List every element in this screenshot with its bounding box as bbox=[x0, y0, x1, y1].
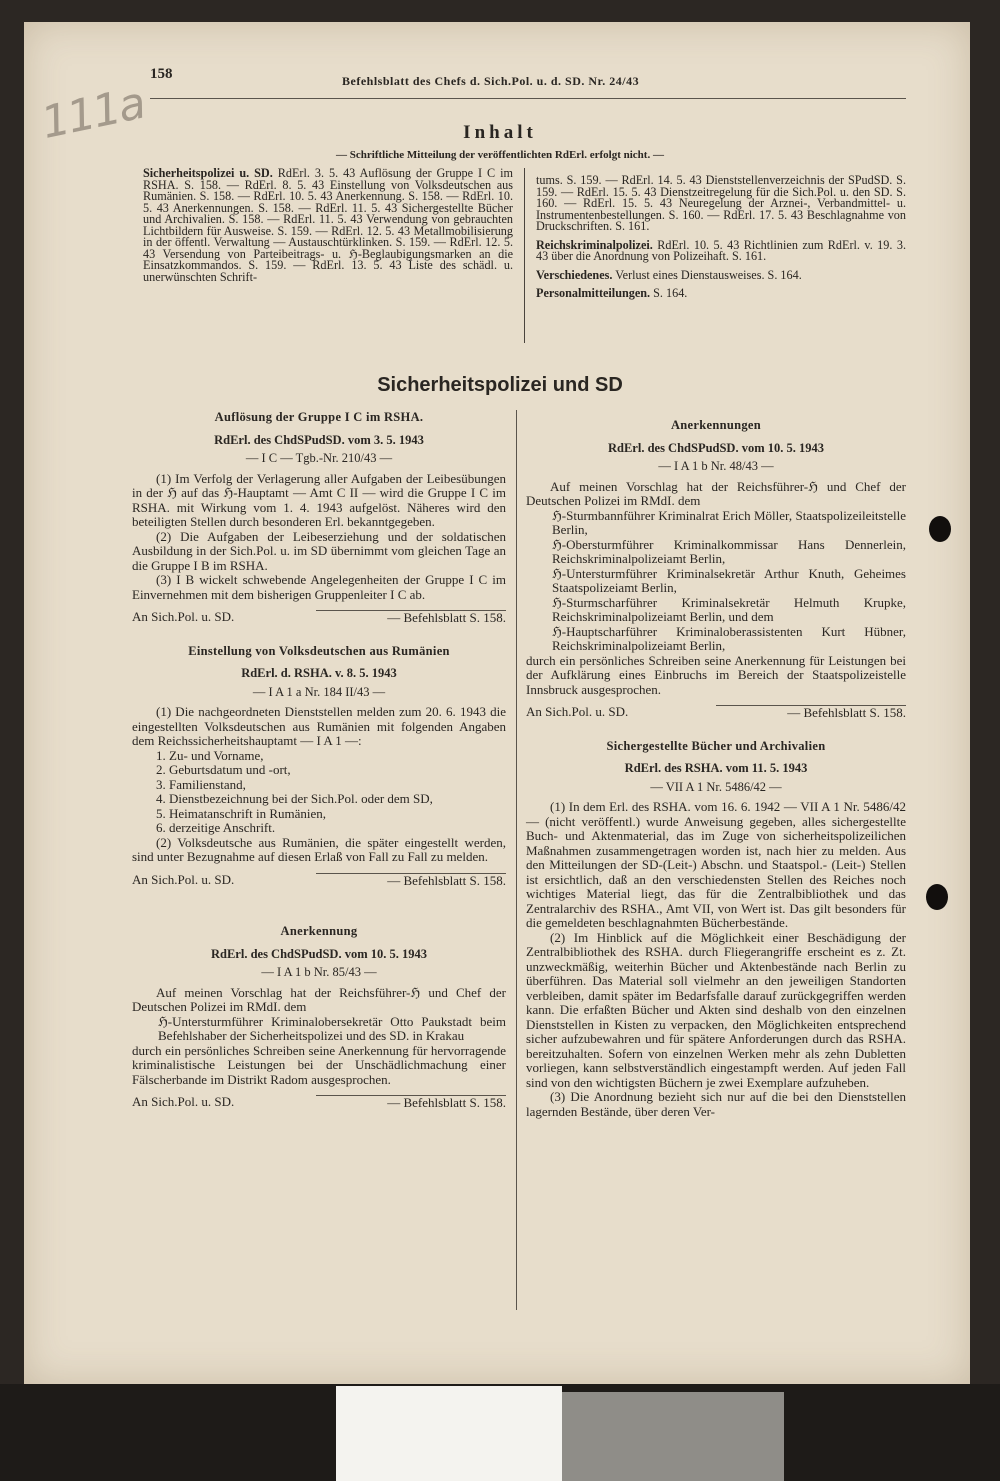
source-reference: — Befehlsblatt S. 158. bbox=[716, 705, 906, 721]
punch-hole bbox=[926, 884, 948, 910]
decree-title: Einstellung von Volksdeutschen aus Rumänien bbox=[188, 643, 450, 658]
toc-right-column bbox=[536, 175, 906, 307]
calibration-card-gray bbox=[562, 1392, 784, 1481]
calibration-card-white bbox=[336, 1386, 562, 1481]
toc-title: Inhalt bbox=[463, 122, 537, 143]
decree-aufloesung bbox=[132, 410, 506, 626]
toc-heading: Reichskriminalpolizei. bbox=[536, 237, 653, 252]
decree-title: Anerkennung bbox=[280, 924, 358, 938]
paragraph: Auf meinen Vorschlag hat der Reichsführer-ℌ und Chef der Deutschen Polizei im RMdI. dem bbox=[526, 478, 906, 508]
paragraph: (3) Die Anordnung bezieht sich nur auf die bei den Dienststellen lagernden Bestände, über deren Ver- bbox=[526, 1089, 906, 1119]
decree-title: Sichergestellte Bücher und Archivalien bbox=[606, 738, 826, 753]
list-item: 3. Familienstand, bbox=[156, 776, 246, 792]
person-entry: ℌ-Sturmscharführer Kriminalsekretär Helmuth Krupke, Reichskriminalpolizeiamt Berlin, und dem bbox=[552, 594, 906, 624]
left-column bbox=[132, 410, 506, 1129]
paragraph: durch ein persönliches Schreiben seine Anerkennung für Leistungen bei der Aufklärung eines Einbruchs im Bereich der Staatspolizeistelle Innsbruck ausgesprochen. bbox=[526, 652, 906, 697]
page-number: 158 bbox=[150, 66, 173, 82]
section-main-title: Sicherheitspolizei und SD bbox=[377, 374, 623, 396]
right-column bbox=[526, 418, 906, 1119]
addressee: An Sich.Pol. u. SD. bbox=[132, 609, 235, 624]
list-item: 4. Dienstbezeichnung bei der Sich.Pol. oder dem SD, bbox=[156, 791, 433, 806]
decree-reference: RdErl. des ChdSPudSD. vom 10. 5. 1943 bbox=[210, 946, 427, 961]
decree-volksdeutsche bbox=[132, 644, 506, 889]
paragraph: (3) I B wickelt schwebende Angelegenheiten der Gruppe I C im Einvernehmen mit dem bisherigen Gruppenleiter I C ab. bbox=[132, 572, 506, 602]
decree-buecher-archivalien bbox=[526, 739, 906, 1120]
paragraph: (2) Die Aufgaben der Leibeserziehung und der soldatischen Ausbildung in der Sich.Pol. u. im SD übernimmt vom gleichen Tage an die Gruppe I B im RSHA. bbox=[132, 528, 506, 573]
toc-heading: Verschiedenes. bbox=[536, 267, 613, 282]
person-entry: ℌ-Hauptscharführer Kriminaloberassistenten Kurt Hübner, Reichskriminalpolizeiamt Berlin, bbox=[552, 623, 906, 653]
list-item: 5. Heimatanschrift in Rumänien, bbox=[156, 805, 327, 821]
decree-footer bbox=[132, 873, 506, 889]
decree-footer bbox=[132, 1095, 506, 1111]
decree-number: — I A 1 a Nr. 184 II/43 — bbox=[252, 684, 386, 699]
toc-text: RdErl. 10. 5. 43 Richtlinien zum RdErl. v. 19. 3. 43 über die Anordnung von Polizeihaft. S. 161. bbox=[536, 237, 907, 263]
addressee: An Sich.Pol. u. SD. bbox=[132, 1094, 235, 1109]
column-divider bbox=[524, 168, 525, 343]
toc-heading: Personalmitteilungen. bbox=[536, 286, 651, 300]
column-divider bbox=[516, 410, 517, 1310]
list-item: 6. derzeitige Anschrift. bbox=[156, 820, 276, 835]
toc-entry bbox=[536, 288, 906, 300]
paragraph: (1) Im Verfolg der Verlagerung aller Aufgaben der Leibesübungen in der ℌ auf das ℌ-Hauptamt — Amt C II — wird die Gruppe I C im RSHA. mit Wirkung vom 1. 4. 1943 aufgelöst. Näheres wird den beteiligten Stellen durch besonderen Erl. bekanntgegeben. bbox=[132, 470, 506, 529]
paragraph: Auf meinen Vorschlag hat der Reichsführer-ℌ und Chef der Deutschen Polizei im RMdI. dem bbox=[132, 984, 506, 1014]
decree-number: — I A 1 b Nr. 48/43 — bbox=[658, 459, 774, 473]
addressee: An Sich.Pol. u. SD. bbox=[132, 871, 235, 887]
decree-reference: RdErl. des ChdSPudSD. vom 10. 5. 1943 bbox=[607, 440, 824, 455]
toc-heading: Sicherheitspolizei u. SD. bbox=[143, 166, 273, 180]
decree-reference: RdErl. des ChdSPudSD. vom 3. 5. 1943 bbox=[214, 432, 424, 447]
decree-reference: RdErl. d. RSHA. v. 8. 5. 1943 bbox=[241, 666, 397, 680]
decree-footer bbox=[132, 610, 506, 626]
toc-text: RdErl. 3. 5. 43 Auflösung der Gruppe I C im RSHA. S. 158. — RdErl. 8. 5. 43 Einstellung von Volksdeutschen aus Rumänien. S. 158. — RdErl. 10. 5. 43 Anerkennung. S. 158. — RdErl. 10. 5. 43 Anerkennungen. S. 158. — RdErl. 11. 5. 43 Sichergestellte Bücher und Archivalien. S. 158. — RdErl. 11. 5. 43 Verwendung von gebrauchten Lichtbildern für Ausweise. S. 159. — RdErl. 12. 5. 43 Metallmobilisierung in der öffentl. Verwaltung — Austauschtürklinken. S. 159. — RdErl. 12. 5. 43 Versendung von Parteibeitrags- u. ℌ-Beglaubigungsmarken an die Einsatzkommandos. S. 159. — RdErl. 13. 5. 43 Liste des schädl. u. unerwünschten Schrift- bbox=[143, 166, 513, 284]
running-header: Befehlsblatt des Chefs d. Sich.Pol. u. d. SD. Nr. 24/43 bbox=[342, 74, 640, 88]
pencil-annotation: 111a bbox=[37, 77, 149, 150]
decree-reference: RdErl. des RSHA. vom 11. 5. 1943 bbox=[624, 761, 808, 775]
decree-number: — I C — Tgb.-Nr. 210/43 — bbox=[245, 451, 393, 465]
header-rule bbox=[150, 98, 906, 99]
punch-hole bbox=[929, 516, 951, 542]
paragraph: (1) In dem Erl. des RSHA. vom 16. 6. 1942 — VII A 1 Nr. 5486/42 — (nicht veröffentl.) wurde Anweisung gegeben, alles sichergestellte Buch- und Aktenmaterial, das im Zuge von sicherheitspolizeilichen Maßnahmen zusammengetragen worden ist, nach hier zu melden. Aus den Mitteilungen der SD-(Leit-) Abschn. und Staatspol.- (Leit-) Stellen ist ersichtlich, daß an den verschiedensten Stellen des Reiches noch wichtiges Material liegt, das für die Zentralbibliothek und das Zentralarchiv des RSHA., Amt VII, von Wert ist. Das gilt besonders für die gemeldeten beschlagnahmten Bücherbestände. bbox=[526, 799, 906, 930]
source-reference: — Befehlsblatt S. 158. bbox=[316, 1095, 506, 1111]
paragraph: ℌ-Untersturmführer Kriminalobersekretär Otto Paukstadt beim Befehlshaber der Sicherheitspolizei und des SD. in Krakau bbox=[158, 1013, 506, 1043]
decree-anerkennungen bbox=[526, 418, 906, 721]
person-entry: ℌ-Obersturmführer Kriminalkommissar Hans Dennerlein, Reichskriminalpolizeiamt Berlin, bbox=[552, 536, 906, 566]
toc-subtitle: — Schriftliche Mitteilung der veröffentlichten RdErl. erfolgt nicht. — bbox=[336, 149, 664, 161]
list-item: 2. Geburtsdatum und -ort, bbox=[156, 762, 291, 777]
toc-text: Verlust eines Dienstausweises. S. 164. bbox=[615, 267, 802, 282]
decree-anerkennung bbox=[132, 924, 506, 1111]
addressee: An Sich.Pol. u. SD. bbox=[526, 704, 629, 719]
person-entry: ℌ-Sturmbannführer Kriminalrat Erich Möller, Staatspolizeileitstelle Berlin, bbox=[552, 507, 906, 537]
paragraph: durch ein persönliches Schreiben seine Anerkennung für hervorragende kriminalistische Leistungen bei der Unschädlichmachung einer Fälscherbande im Distrikt Radom ausgesprochen. bbox=[132, 1042, 506, 1087]
paragraph: (1) Die nachgeordneten Dienststellen melden zum 20. 6. 1943 die eingestellten Volksdeutschen aus Rumänien mit folgenden Angaben dem Reichssicherheitshauptamt — I A 1 —: bbox=[132, 704, 506, 748]
paragraph: (2) Volksdeutsche aus Rumänien, die später eingestellt werden, sind unter Bezugnahme auf diesen Erlaß von Fall zu Fall zu melden. bbox=[132, 834, 506, 864]
decree-footer bbox=[526, 705, 906, 721]
decree-title: Anerkennungen bbox=[670, 418, 762, 432]
toc-text: S. 164. bbox=[653, 286, 688, 300]
decree-title: Auflösung der Gruppe I C im RSHA. bbox=[214, 410, 424, 424]
toc-text: tums. S. 159. — RdErl. 14. 5. 43 Dienststellenverzeichnis der SPudSD. S. 159. — RdErl. 15. 5. 43 Dienstzeitregelung für die Sich.Pol. u. den SD. S. 160. — RdErl. 15. 5. 43 Neuregelung der Arznei-, Verbandmittel- u. Instrumentenbestellungen. S. 160. — RdErl. 17. 5. 43 Beschlagnahme von Druckschriften. S. 161. bbox=[536, 173, 906, 233]
list-item: 1. Zu- und Vorname, bbox=[156, 747, 264, 763]
decree-number: — VII A 1 Nr. 5486/42 — bbox=[650, 779, 782, 794]
decree-number: — I A 1 b Nr. 85/43 — bbox=[261, 965, 377, 979]
toc-entry bbox=[536, 237, 907, 263]
source-reference: — Befehlsblatt S. 158. bbox=[316, 610, 506, 626]
toc-entry bbox=[536, 267, 906, 282]
person-entry: ℌ-Untersturmführer Kriminalsekretär Arthur Knuth, Geheimes Staatspolizeiamt Berlin, bbox=[552, 565, 906, 595]
source-reference: — Befehlsblatt S. 158. bbox=[316, 873, 506, 889]
toc-left-column bbox=[143, 168, 513, 283]
paragraph: (2) Im Hinblick auf die Möglichkeit einer Beschädigung der Zentralbibliothek des RSHA. durch Fliegerangriffe erscheint es z. Zt. unzweckmäßig, weiterhin Bücher und Aktenbestände nach Berlin zu überführen. Das Material soll vielmehr an den jeweiligen Standorten verbleiben, damit später im Bedarfsfalle darauf zurückgegriffen werden kann. Die erfaßten Bücher und Akten sind deshalb von den einzelnen Dienststellen in Kisten zu verpacken, den Möglichkeiten entsprechend sicher aufzubewahren und für spätere Anforderungen durch das RSHA. bereitzuhalten. Sofern von einzelnen Werken mehr als zehn Dubletten vorliegen, kann selbstverständlich eingestampft werden. Auf jeden Fall sind von den wichtigsten Büchern je zwei Exemplare aufzuheben. bbox=[526, 929, 906, 1090]
